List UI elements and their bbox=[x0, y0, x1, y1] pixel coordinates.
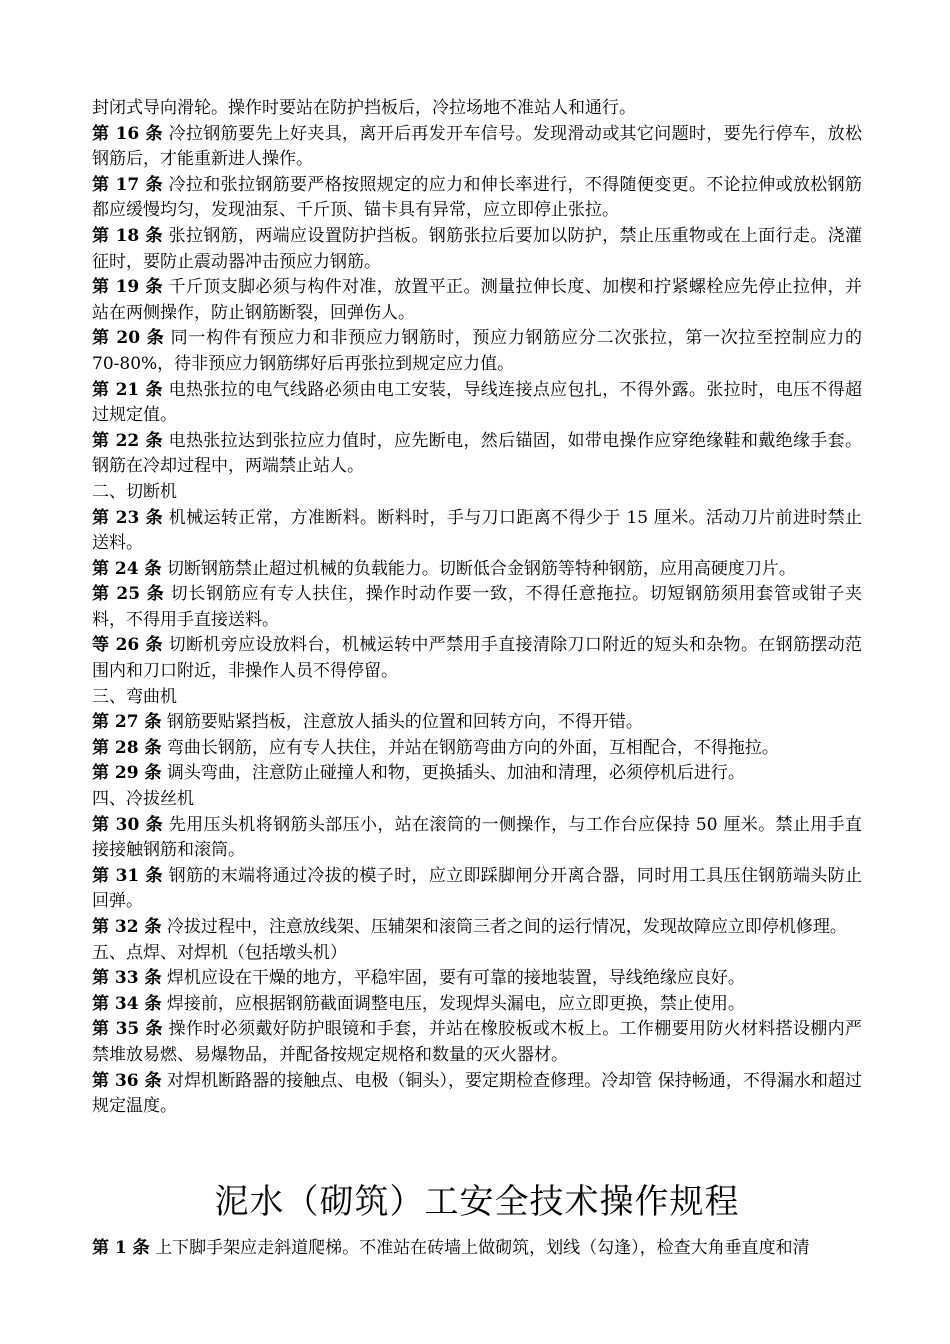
article-number: 第 19 条 bbox=[92, 277, 163, 298]
article-list bbox=[92, 96, 862, 1120]
article-text: 先用压头机将钢筋头部压小，站在滚筒的一侧操作，与工作台应保持 50 厘米。禁止用手直接接触钢筋和滚筒。 bbox=[92, 814, 862, 861]
article-paragraph bbox=[92, 813, 862, 864]
article-text: 焊接前，应根据钢筋截面调整电压，发现焊头漏电，应立即更换，禁止使用。 bbox=[161, 993, 745, 1014]
subsection-heading bbox=[92, 941, 862, 967]
article-paragraph bbox=[92, 1069, 862, 1120]
article-number: 等 26 条 bbox=[92, 635, 163, 656]
section-title: 泥水（砌筑）工安全技术操作规程 bbox=[214, 1181, 740, 1222]
article-paragraph bbox=[92, 429, 862, 480]
subsection-heading-text: 四、冷拔丝机 bbox=[92, 789, 194, 810]
subsection-heading-text: 封闭式导向滑轮。操作时要站在防护挡板后，冷拉场地不准站人和通行。 bbox=[92, 98, 636, 118]
subsection-heading-text: 二、切断机 bbox=[92, 481, 177, 502]
article-paragraph bbox=[92, 915, 862, 941]
article-number: 第 25 条 bbox=[92, 584, 165, 605]
article-number: 第 32 条 bbox=[92, 917, 162, 937]
article-paragraph bbox=[92, 224, 862, 275]
article-paragraph bbox=[92, 710, 862, 736]
subsection-heading bbox=[92, 787, 862, 813]
article-paragraph bbox=[92, 1017, 862, 1068]
article-number: 第 17 条 bbox=[92, 174, 163, 195]
article-paragraph bbox=[92, 275, 862, 326]
article-paragraph bbox=[92, 557, 862, 583]
article-paragraph bbox=[92, 506, 862, 557]
article-text: 千斤顶支脚必须与构件对准，放置平正。测量拉伸长度、加楔和拧紧螺栓应先停止拉伸，并站在两侧操作，防止钢筋断裂，回弹伤人。 bbox=[92, 277, 862, 323]
article-text: 冷拉钢筋要先上好夹具，离开后再发开车信号。发现滑动或其它问题时，要先行停车，放松钢筋后，才能重新进人操作。 bbox=[92, 123, 862, 170]
subsection-heading-text: 五、点焊、对焊机（包括墩头机） bbox=[92, 942, 347, 963]
article-text: 焊机应设在干燥的地方，平稳牢固，要有可靠的接地装置，导线绝缘应良好。 bbox=[161, 968, 745, 989]
article-paragraph bbox=[92, 966, 862, 992]
article-number: 第 28 条 bbox=[92, 737, 162, 758]
article-text: 钢筋要贴紧挡板，注意放人插头的位置和回转方向，不得开错。 bbox=[161, 712, 643, 733]
article-text: 操作时必须戴好防护眼镜和手套，并站在橡胶板或木板上。工作棚要用防火材料搭设棚内严禁堆放易燃、易爆物品，并配备按规定规格和数量的灭火器材。 bbox=[92, 1019, 862, 1065]
article-number: 第 27 条 bbox=[92, 712, 162, 733]
document-page bbox=[92, 96, 862, 1261]
article-paragraph bbox=[92, 378, 862, 429]
article-text: 钢筋的末端将通过冷拔的模子时，应立即踩脚闸分开离合器，同时用工具压住钢筋端头防止回弹。 bbox=[92, 865, 862, 912]
article-text: 冷拉和张拉钢筋要严格按照规定的应力和伸长率进行，不得随便变更。不论拉伸或放松钢筋都应缓慢均匀，发现油泵、千斤顶、锚卡具有异常，应立即停止张拉。 bbox=[92, 174, 862, 221]
article-text: 冷拔过程中，注意放线架、压辅架和滚筒三者之间的运行情况，发现故障应立即停机修理。 bbox=[161, 917, 847, 937]
article-text: 电热张拉的电气线路必须由电工安装，导线连接点应包扎，不得外露。张拉时，电压不得超过规定值。 bbox=[92, 379, 862, 426]
article-number: 第 30 条 bbox=[92, 814, 164, 835]
article-paragraph bbox=[92, 761, 862, 787]
article-text: 弯曲长钢筋，应有专人扶住，并站在钢筋弯曲方向的外面，互相配合，不得拖拉。 bbox=[161, 737, 779, 758]
article-paragraph bbox=[92, 1236, 862, 1262]
article-number: 第 35 条 bbox=[92, 1019, 163, 1040]
article-number: 第 24 条 bbox=[92, 558, 162, 579]
article-number: 第 34 条 bbox=[92, 993, 162, 1014]
article-text: 机械运转正常，方准断料。断料时，手与刀口距离不得少于 15 厘米。活动刀片前进时禁止送料。 bbox=[92, 507, 862, 554]
article-text: 电热张拉达到张拉应力值时，应先断电，然后锚固，如带电操作应穿绝缘鞋和戴绝缘手套。钢筋在冷却过程中，两端禁止站人。 bbox=[92, 430, 862, 477]
article-number: 第 18 条 bbox=[92, 225, 163, 246]
subsection-heading bbox=[92, 96, 862, 122]
article-text: 同一构件有预应力和非预应力钢筋时，预应力钢筋应分二次张拉，第一次拉至控制应力的 70-80%，待非预应力钢筋绑好后再张拉到规定应力值。 bbox=[92, 328, 862, 374]
article-paragraph bbox=[92, 173, 862, 224]
article-number: 第 23 条 bbox=[92, 507, 164, 528]
article-number: 第 29 条 bbox=[92, 763, 162, 784]
article-text: 上下脚手架应走斜道爬梯。不准站在砖墙上做砌筑，划线（勾逢），检查大角垂直度和清 bbox=[149, 1237, 810, 1258]
article-paragraph bbox=[92, 992, 862, 1018]
article-text: 对焊机断路器的接触点、电极（铜头），要定期检查修理。冷却管 保持畅通，不得漏水和超过规定温度。 bbox=[92, 1070, 862, 1117]
article-text: 张拉钢筋，两端应设置防护挡板。钢筋张拉后要加以防护，禁止压重物或在上面行走。浇灌征时，要防止震动器冲击预应力钢筋。 bbox=[92, 225, 862, 272]
article-number: 第 20 条 bbox=[92, 328, 165, 349]
article-number: 第 22 条 bbox=[92, 430, 163, 451]
article-number: 第 16 条 bbox=[92, 123, 163, 144]
subsection-heading bbox=[92, 685, 862, 711]
article-paragraph bbox=[92, 633, 862, 684]
subsection-heading bbox=[92, 480, 862, 506]
article-text: 切长钢筋应有专人扶住，操作时动作要一致，不得任意拖拉。切短钢筋须用套管或钳子夹料，不得用手直接送料。 bbox=[92, 584, 862, 630]
article-number: 第 21 条 bbox=[92, 379, 163, 400]
subsection-heading-text: 三、弯曲机 bbox=[92, 686, 177, 707]
article-number: 第 1 条 bbox=[92, 1237, 150, 1258]
article-number: 第 36 条 bbox=[92, 1070, 162, 1091]
article-number: 第 31 条 bbox=[92, 865, 163, 886]
article-paragraph bbox=[92, 326, 862, 377]
article-text: 切断钢筋禁止超过机械的负载能力。切断低合金钢筋等特种钢筋，应用高硬度刀片。 bbox=[161, 558, 796, 579]
article-paragraph bbox=[92, 864, 862, 915]
article-paragraph bbox=[92, 122, 862, 173]
article-number: 第 33 条 bbox=[92, 968, 162, 989]
article-text: 切断机旁应设放料台，机械运转中严禁用手直接清除刀口附近的短头和杂物。在钢筋摆动范围内和刀口附近，非操作人员不得停留。 bbox=[92, 635, 862, 682]
article-paragraph bbox=[92, 582, 862, 633]
article-paragraph bbox=[92, 736, 862, 762]
article-text: 调头弯曲，注意防止碰撞人和物，更换插头、加油和清理，必须停机后进行。 bbox=[161, 763, 745, 784]
